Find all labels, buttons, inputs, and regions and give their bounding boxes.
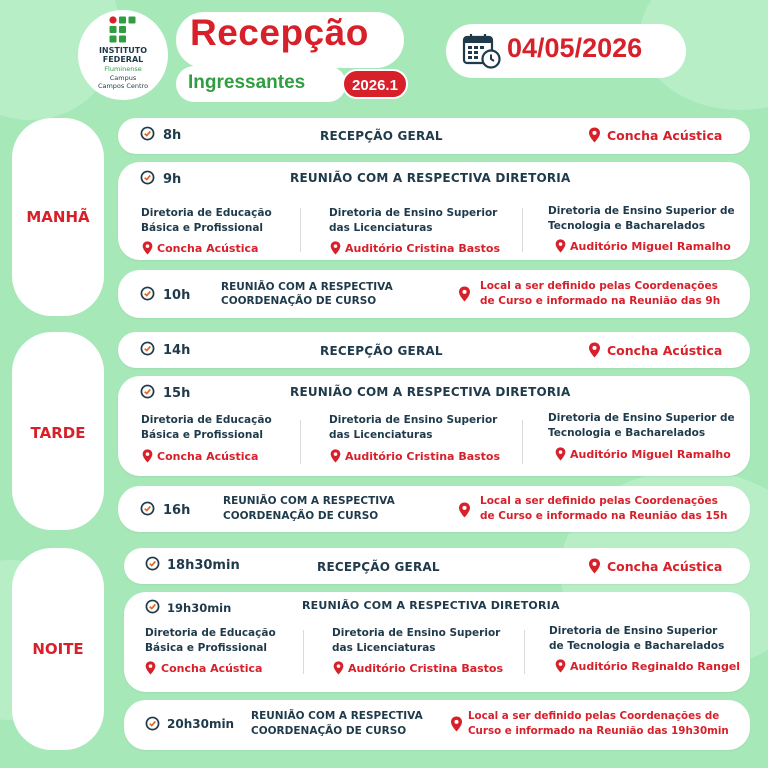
session-title: RECEPÇÃO GERAL xyxy=(317,560,440,574)
location: Local a ser definido pelas Coordenações xyxy=(480,495,718,507)
location-pin-icon xyxy=(330,449,341,463)
location: Concha Acústica xyxy=(161,662,263,675)
directorate-name: das Licenciaturas xyxy=(329,429,433,441)
location: Auditório Miguel Ramalho xyxy=(570,448,731,461)
time: 9h xyxy=(163,172,182,187)
location-pin-icon xyxy=(458,286,471,302)
divider xyxy=(300,208,301,252)
location: Local a ser definido pelas Coordenações de xyxy=(468,710,720,722)
location: Local a ser definido pelas Coordenações xyxy=(480,280,718,292)
clock-icon xyxy=(145,716,160,731)
directorate-name: Básica e Profissional xyxy=(141,222,264,234)
directorate-name: Tecnologia e Bacharelados xyxy=(548,427,706,439)
directorate-name: Diretoria de Ensino Superior xyxy=(329,414,498,426)
location-pin-icon xyxy=(450,716,463,732)
location-pin-icon xyxy=(555,239,566,253)
directorate-name: Tecnologia e Bacharelados xyxy=(548,220,706,232)
clock-icon xyxy=(140,126,155,141)
location: Concha Acústica xyxy=(607,343,723,358)
location-pin-icon xyxy=(555,659,566,673)
location-pin-icon xyxy=(142,449,153,463)
location-pin-icon xyxy=(458,502,471,518)
directorate-name: Diretoria de Ensino Superior xyxy=(549,625,718,637)
directorate-name: Diretoria de Educação xyxy=(141,207,272,219)
clock-icon xyxy=(140,170,155,185)
directorate-name: Diretoria de Ensino Superior de xyxy=(548,205,735,217)
location: Concha Acústica xyxy=(157,450,259,463)
directorate-name: Diretoria de Ensino Superior de xyxy=(548,412,735,424)
directorate-name: Básica e Profissional xyxy=(141,429,264,441)
location-pin-icon xyxy=(145,661,156,675)
location-pin-icon xyxy=(333,661,344,675)
period-label-tarde: TARDE xyxy=(30,424,86,442)
location-pin-icon xyxy=(588,342,601,358)
location: Auditório Cristina Bastos xyxy=(348,662,504,675)
location-pin-icon xyxy=(555,447,566,461)
time: 15h xyxy=(163,386,191,401)
time: 18h30min xyxy=(167,558,240,573)
directorate-name: Diretoria de Ensino Superior xyxy=(329,207,498,219)
location: Concha Acústica xyxy=(607,559,723,574)
directorate-name: Básica e Profissional xyxy=(145,642,268,654)
session-title: COORDENAÇÃO DE CURSO xyxy=(223,510,379,522)
location: Auditório Reginaldo Rangel xyxy=(570,660,741,673)
clock-icon xyxy=(145,599,160,614)
time: 16h xyxy=(163,503,191,518)
divider xyxy=(522,420,523,464)
session-title: REUNIÃO COM A RESPECTIVA xyxy=(221,281,393,293)
directorate-name: Diretoria de Ensino Superior xyxy=(332,627,501,639)
period-label-noite: NOITE xyxy=(32,640,84,658)
clock-icon xyxy=(140,384,155,399)
session-title: REUNIÃO COM A RESPECTIVA DIRETORIA xyxy=(290,385,571,399)
calendar-clock-icon xyxy=(462,32,502,70)
clock-icon xyxy=(140,341,155,356)
location: Concha Acústica xyxy=(157,242,259,255)
clock-icon xyxy=(145,556,160,571)
logo-circle xyxy=(78,10,168,100)
location-pin-icon xyxy=(588,127,601,143)
period-label-manha: MANHÃ xyxy=(26,208,90,226)
time: 10h xyxy=(163,288,191,303)
divider xyxy=(303,630,304,674)
session-title: REUNIÃO COM A RESPECTIVA xyxy=(251,710,423,722)
session-title: RECEPÇÃO GERAL xyxy=(320,129,443,143)
directorate-name: Diretoria de Educação xyxy=(141,414,272,426)
session-title: REUNIÃO COM A RESPECTIVA DIRETORIA xyxy=(302,599,560,612)
clock-icon xyxy=(140,501,155,516)
session-title: REUNIÃO COM A RESPECTIVA DIRETORIA xyxy=(290,171,571,185)
time: 14h xyxy=(163,343,191,358)
iff-logo xyxy=(109,16,137,44)
location: de Curso e informado na Reunião das 15h xyxy=(480,510,728,522)
divider xyxy=(522,208,523,252)
location: Auditório Cristina Bastos xyxy=(345,242,501,255)
session-title: REUNIÃO COM A RESPECTIVA xyxy=(223,495,395,507)
logo-name: INSTITUTO FEDERAL xyxy=(98,46,148,64)
divider xyxy=(300,420,301,464)
location: Auditório Miguel Ramalho xyxy=(570,240,731,253)
logo-campus-name: Campos Centro xyxy=(97,82,149,90)
time: 20h30min xyxy=(167,717,235,731)
logo-campus: Campus xyxy=(109,74,137,82)
location: Concha Acústica xyxy=(607,128,723,143)
directorate-name: de Tecnologia e Bacharelados xyxy=(549,640,725,652)
event-date: 04/05/2026 xyxy=(507,33,643,63)
clock-icon xyxy=(140,286,155,301)
directorate-name: das Licenciaturas xyxy=(329,222,433,234)
session-title: COORDENAÇÃO DE CURSO xyxy=(221,295,377,307)
session-title: COORDENAÇÃO DE CURSO xyxy=(251,725,407,737)
logo-sub: Fluminense xyxy=(104,65,142,73)
year-badge: 2026.1 xyxy=(342,69,408,99)
directorate-name: Diretoria de Educação xyxy=(145,627,276,639)
location: de Curso e informado na Reunião das 9h xyxy=(480,295,721,307)
location-pin-icon xyxy=(142,241,153,255)
session-title: RECEPÇÃO GERAL xyxy=(320,344,443,358)
location-pin-icon xyxy=(330,241,341,255)
subtitle: Ingressantes xyxy=(188,72,306,93)
page-title: Recepção xyxy=(190,12,369,53)
location-pin-icon xyxy=(588,558,601,574)
location: Curso e informado na Reunião das 19h30min xyxy=(468,725,729,737)
location: Auditório Cristina Bastos xyxy=(345,450,501,463)
directorate-name: das Licenciaturas xyxy=(332,642,436,654)
time: 19h30min xyxy=(167,601,232,615)
divider xyxy=(524,630,525,674)
time: 8h xyxy=(163,128,182,143)
